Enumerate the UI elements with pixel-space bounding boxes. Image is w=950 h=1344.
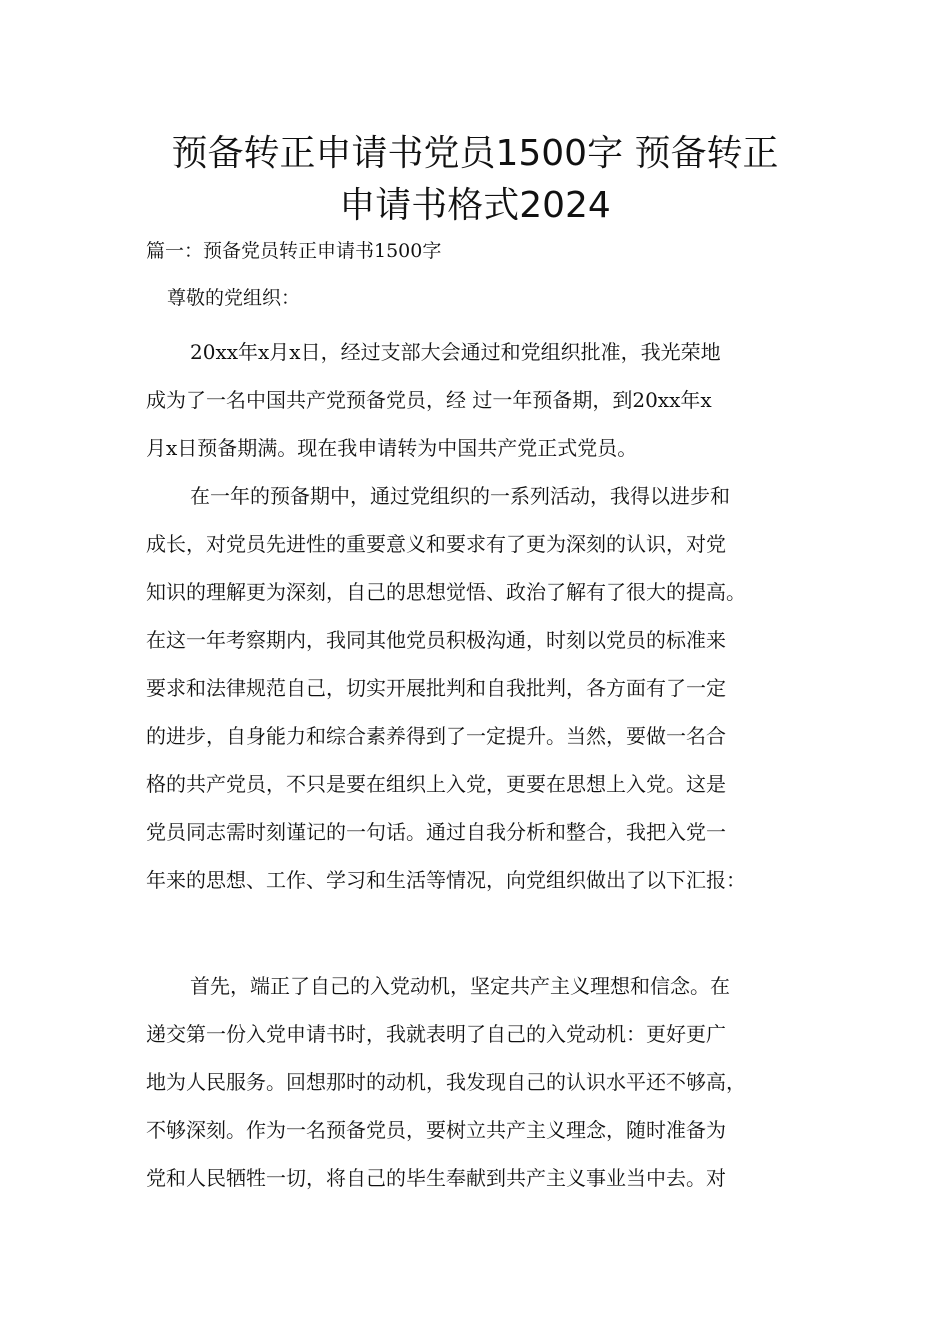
title-line-2: 申请书格式2024	[339, 185, 611, 226]
paragraph-3	[146, 962, 816, 1202]
paragraph-line: 的进步，自身能力和综合素养得到了一定提升。当然，要做一名合	[146, 724, 726, 748]
paragraph-line: 年来的思想、工作、学习和生活等情况，向党组织做出了以下汇报：	[146, 868, 746, 892]
paragraph-line: 首先，端正了自己的入党动机，坚定共产主义理想和信念。在	[190, 974, 730, 998]
paragraph-line: 20xx年x月x日，经过支部大会通过和党组织批准，我光荣地	[190, 340, 721, 364]
salutation: 尊敬的党组织：	[167, 287, 301, 309]
paragraph-line: 在一年的预备期中，通过党组织的一系列活动，我得以进步和	[190, 484, 730, 508]
title-line-1: 预备转正申请书党员1500字 预备转正	[171, 133, 779, 174]
paragraph-line: 成为了一名中国共产党预备党员，经 过一年预备期，到20xx年x	[146, 388, 712, 412]
paragraph-line: 党员同志需时刻谨记的一句话。通过自我分析和整合，我把入党一	[146, 820, 726, 844]
paragraph-line: 成长，对党员先进性的重要意义和要求有了更为深刻的认识，对党	[146, 532, 726, 556]
document-title	[100, 128, 850, 232]
paragraph-2	[146, 472, 816, 904]
paragraph-line: 不够深刻。作为一名预备党员，要树立共产主义理念，随时准备为	[146, 1118, 726, 1142]
paragraph-line: 递交第一份入党申请书时，我就表明了自己的入党动机：更好更广	[146, 1022, 726, 1046]
paragraph-line: 格的共产党员，不只是要在组织上入党，更要在思想上入党。这是	[146, 772, 726, 796]
paragraph-line: 地为人民服务。回想那时的动机，我发现自己的认识水平还不够高，	[146, 1070, 746, 1094]
section-heading: 篇一：预备党员转正申请书1500字	[146, 240, 442, 262]
paragraph-line: 在这一年考察期内，我同其他党员积极沟通，时刻以党员的标准来	[146, 628, 726, 652]
paragraph-1	[146, 328, 816, 472]
paragraph-line: 要求和法律规范自己，切实开展批判和自我批判，各方面有了一定	[146, 676, 726, 700]
paragraph-line: 党和人民牺牲一切，将自己的毕生奉献到共产主义事业当中去。对	[146, 1166, 726, 1190]
paragraph-line: 知识的理解更为深刻，自己的思想觉悟、政治了解有了很大的提高。	[146, 580, 746, 604]
paragraph-line: 月x日预备期满。现在我申请转为中国共产党正式党员。	[146, 436, 638, 460]
